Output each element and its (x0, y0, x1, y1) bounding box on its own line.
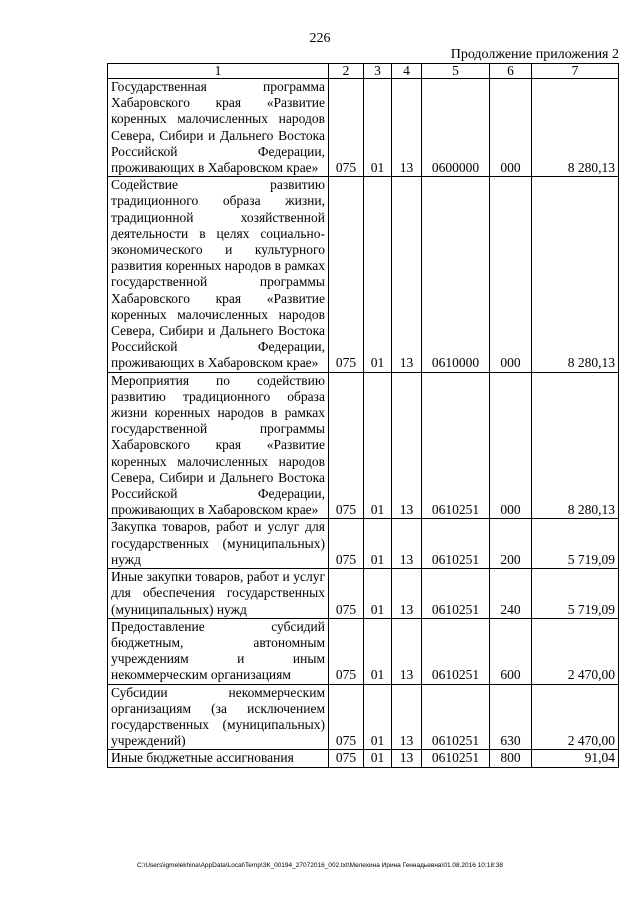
row-name-cell: Государственная программа Хабаровского края «Развитие коренных малочисленных народов Севера, Сибири и Дальнего Востока Российской Федерации, проживающих в Хабаровском крае» (108, 79, 329, 177)
section-cell: 01 (364, 177, 392, 372)
section-cell: 01 (364, 684, 392, 750)
expense-type-cell: 000 (490, 372, 532, 519)
section-cell: 01 (364, 519, 392, 569)
amount-cell: 8 280,13 (532, 79, 619, 177)
row-name-cell: Иные бюджетные ассигнования (108, 750, 329, 767)
table-row (108, 519, 619, 569)
budget-table (107, 63, 619, 768)
row-name-cell: Закупка товаров, работ и услуг для государственных (муниципальных) нужд (108, 519, 329, 569)
target-article-cell: 0610251 (422, 569, 490, 619)
table-row (108, 177, 619, 372)
section-cell: 01 (364, 372, 392, 519)
subsection-cell: 13 (392, 372, 422, 519)
subsection-cell: 13 (392, 177, 422, 372)
table-header-row (108, 64, 619, 79)
table-row (108, 750, 619, 767)
table-row (108, 569, 619, 619)
expense-type-cell: 600 (490, 618, 532, 684)
target-article-cell: 0610000 (422, 177, 490, 372)
section-cell: 01 (364, 750, 392, 767)
section-cell: 01 (364, 569, 392, 619)
column-header: 4 (392, 64, 422, 79)
code-cell: 075 (329, 79, 364, 177)
amount-cell: 2 470,00 (532, 618, 619, 684)
subsection-cell: 13 (392, 618, 422, 684)
section-cell: 01 (364, 79, 392, 177)
amount-cell: 5 719,09 (532, 569, 619, 619)
row-name-cell: Субсидии некоммерческим организациям (за исключением государственных (муниципальных) учреждений) (108, 684, 329, 750)
column-header: 1 (108, 64, 329, 79)
column-header: 5 (422, 64, 490, 79)
row-name-cell: Иные закупки товаров, работ и услуг для обеспечения государственных (муниципальных) нужд (108, 569, 329, 619)
section-cell: 01 (364, 618, 392, 684)
expense-type-cell: 200 (490, 519, 532, 569)
page-number: 226 (309, 31, 331, 46)
column-header: 3 (364, 64, 392, 79)
file-path-footer: C:\Users\igmelekhina\AppData\Local\Temp\ЗК_00194_27072016_002.txt\Мелехина Ирина Геннадьевна\01.08.2016 10:18:38 (137, 862, 503, 869)
code-cell: 075 (329, 569, 364, 619)
column-header: 7 (532, 64, 619, 79)
code-cell: 075 (329, 684, 364, 750)
column-header: 6 (490, 64, 532, 79)
subsection-cell: 13 (392, 519, 422, 569)
table-row (108, 684, 619, 750)
table-row (108, 372, 619, 519)
subsection-cell: 13 (392, 569, 422, 619)
continuation-label: Продолжение приложения 2 (450, 47, 619, 62)
code-cell: 075 (329, 618, 364, 684)
target-article-cell: 0610251 (422, 750, 490, 767)
amount-cell: 2 470,00 (532, 684, 619, 750)
amount-cell: 8 280,13 (532, 372, 619, 519)
row-name-cell: Мероприятия по содействию развитию традиционного образа жизни коренных народов в рамках государственной программы Хабаровского края «Развитие коренных малочисленных народов Севера, Сибири и Дальнего Востока Российской Федерации, проживающих в Хабаровском крае» (108, 372, 329, 519)
amount-cell: 91,04 (532, 750, 619, 767)
expense-type-cell: 240 (490, 569, 532, 619)
subsection-cell: 13 (392, 79, 422, 177)
expense-type-cell: 800 (490, 750, 532, 767)
table-row (108, 618, 619, 684)
amount-cell: 5 719,09 (532, 519, 619, 569)
row-name-cell: Предоставление субсидий бюджетным, автономным учреждениям и иным некоммерческим организациям (108, 618, 329, 684)
code-cell: 075 (329, 519, 364, 569)
expense-type-cell: 000 (490, 79, 532, 177)
target-article-cell: 0610251 (422, 618, 490, 684)
target-article-cell: 0610251 (422, 519, 490, 569)
code-cell: 075 (329, 372, 364, 519)
table-row (108, 79, 619, 177)
subsection-cell: 13 (392, 750, 422, 767)
target-article-cell: 0610251 (422, 684, 490, 750)
row-name-cell: Содействие развитию традиционного образа жизни, традиционной хозяйственной деятельности в целях социально-экономического и культурного развития коренных народов в рамках государственной программы Хабаровского края «Развитие коренных малочисленных народов Севера, Сибири и Дальнего Востока Российской Федерации, проживающих в Хабаровском крае» (108, 177, 329, 372)
expense-type-cell: 630 (490, 684, 532, 750)
subsection-cell: 13 (392, 684, 422, 750)
target-article-cell: 0600000 (422, 79, 490, 177)
code-cell: 075 (329, 177, 364, 372)
code-cell: 075 (329, 750, 364, 767)
expense-type-cell: 000 (490, 177, 532, 372)
column-header: 2 (329, 64, 364, 79)
amount-cell: 8 280,13 (532, 177, 619, 372)
target-article-cell: 0610251 (422, 372, 490, 519)
